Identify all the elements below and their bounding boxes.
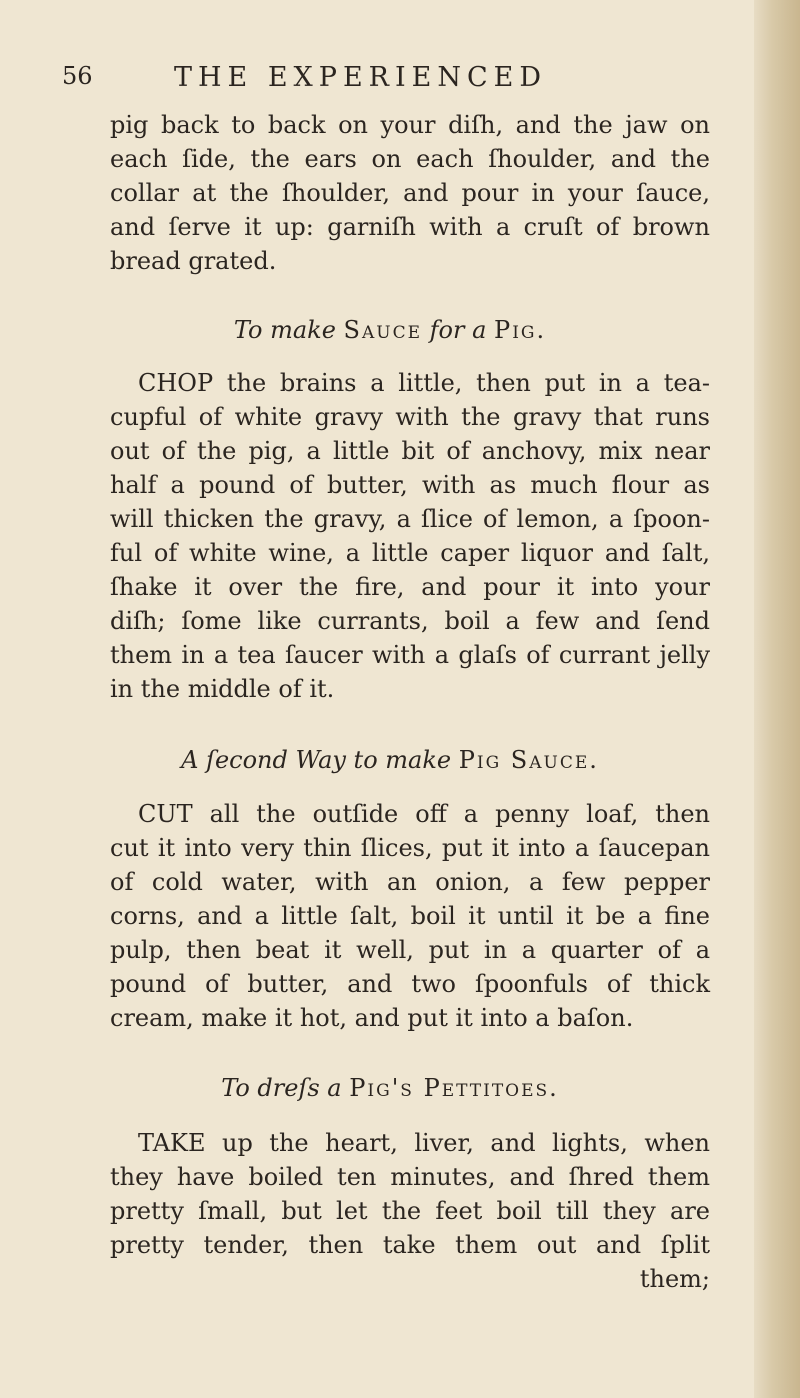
- body-line: and ſerve it up: garniſh with a cruſt of brown: [110, 213, 710, 241]
- body-line: pretty ſmall, but let the feet boil till they are: [110, 1197, 710, 1225]
- body-line: of cold water, with an onion, a few pepper: [110, 868, 710, 896]
- body-line: will thicken the gravy, a ſlice of lemon, a ſpoon-: [110, 505, 710, 533]
- body-line: in the middle of it.: [110, 675, 335, 703]
- recipe-heading: [60, 1071, 720, 1105]
- body-line: collar at the ſhoulder, and pour in your ſauce,: [110, 179, 710, 207]
- heading-smallcaps: Sauce: [343, 316, 423, 344]
- heading-smallcaps: Pig Sauce.: [458, 746, 599, 774]
- body-line: CUT all the outſide off a penny loaf, then: [138, 800, 710, 828]
- recipe-heading: [60, 743, 720, 777]
- body-line: pulp, then beat it well, put in a quarter of a: [110, 936, 710, 964]
- body-line: them in a tea ſaucer with a glaſs of currant jelly: [110, 641, 710, 669]
- body-line: pretty tender, then take them out and ſplit: [110, 1231, 710, 1259]
- body-line: TAKE up the heart, liver, and lights, when: [138, 1129, 710, 1157]
- body-line: bread grated.: [110, 247, 277, 275]
- body-line: each ſide, the ears on each ſhoulder, and the: [110, 145, 710, 173]
- body-line: them;: [639, 1265, 710, 1293]
- heading-italic: A ſecond Way to make: [181, 746, 452, 774]
- page-number: 56: [62, 62, 93, 90]
- body-line: ſhake it over the fire, and pour it into your: [110, 573, 710, 601]
- heading-italic: To make: [233, 316, 336, 344]
- body-line: cut it into very thin ſlices, put it into a ſaucepan: [110, 834, 710, 862]
- body-line: corns, and a little ſalt, boil it until it be a fine: [110, 902, 710, 930]
- heading-smallcaps: Pig's Pettitoes.: [349, 1074, 559, 1102]
- body-line: diſh; ſome like currants, boil a few and ſend: [110, 607, 710, 635]
- page-header: [62, 62, 662, 102]
- recipe-heading: [60, 313, 720, 347]
- body-line: CHOP the brains a little, then put in a tea-: [138, 369, 710, 397]
- body-line: half a pound of butter, with as much flour as: [110, 471, 710, 499]
- running-head: THE EXPERIENCED: [174, 62, 547, 93]
- heading-italic: To dreſs a: [221, 1074, 342, 1102]
- page-edge: [754, 0, 800, 1398]
- body-line: pig back to back on your diſh, and the jaw on: [110, 111, 710, 139]
- body-line: pound of butter, and two ſpoonfuls of thick: [110, 970, 710, 998]
- heading-smallcaps: Pig.: [494, 316, 547, 344]
- body-line: cream, make it hot, and put it into a baſon.: [110, 1004, 634, 1032]
- body-line: they have boiled ten minutes, and ſhred them: [110, 1163, 710, 1191]
- body-line: out of the pig, a little bit of anchovy, mix near: [110, 437, 710, 465]
- body-line: cupful of white gravy with the gravy that runs: [110, 403, 710, 431]
- heading-italic: for a: [429, 316, 487, 344]
- body-line: ful of white wine, a little caper liquor and ſalt,: [110, 539, 710, 567]
